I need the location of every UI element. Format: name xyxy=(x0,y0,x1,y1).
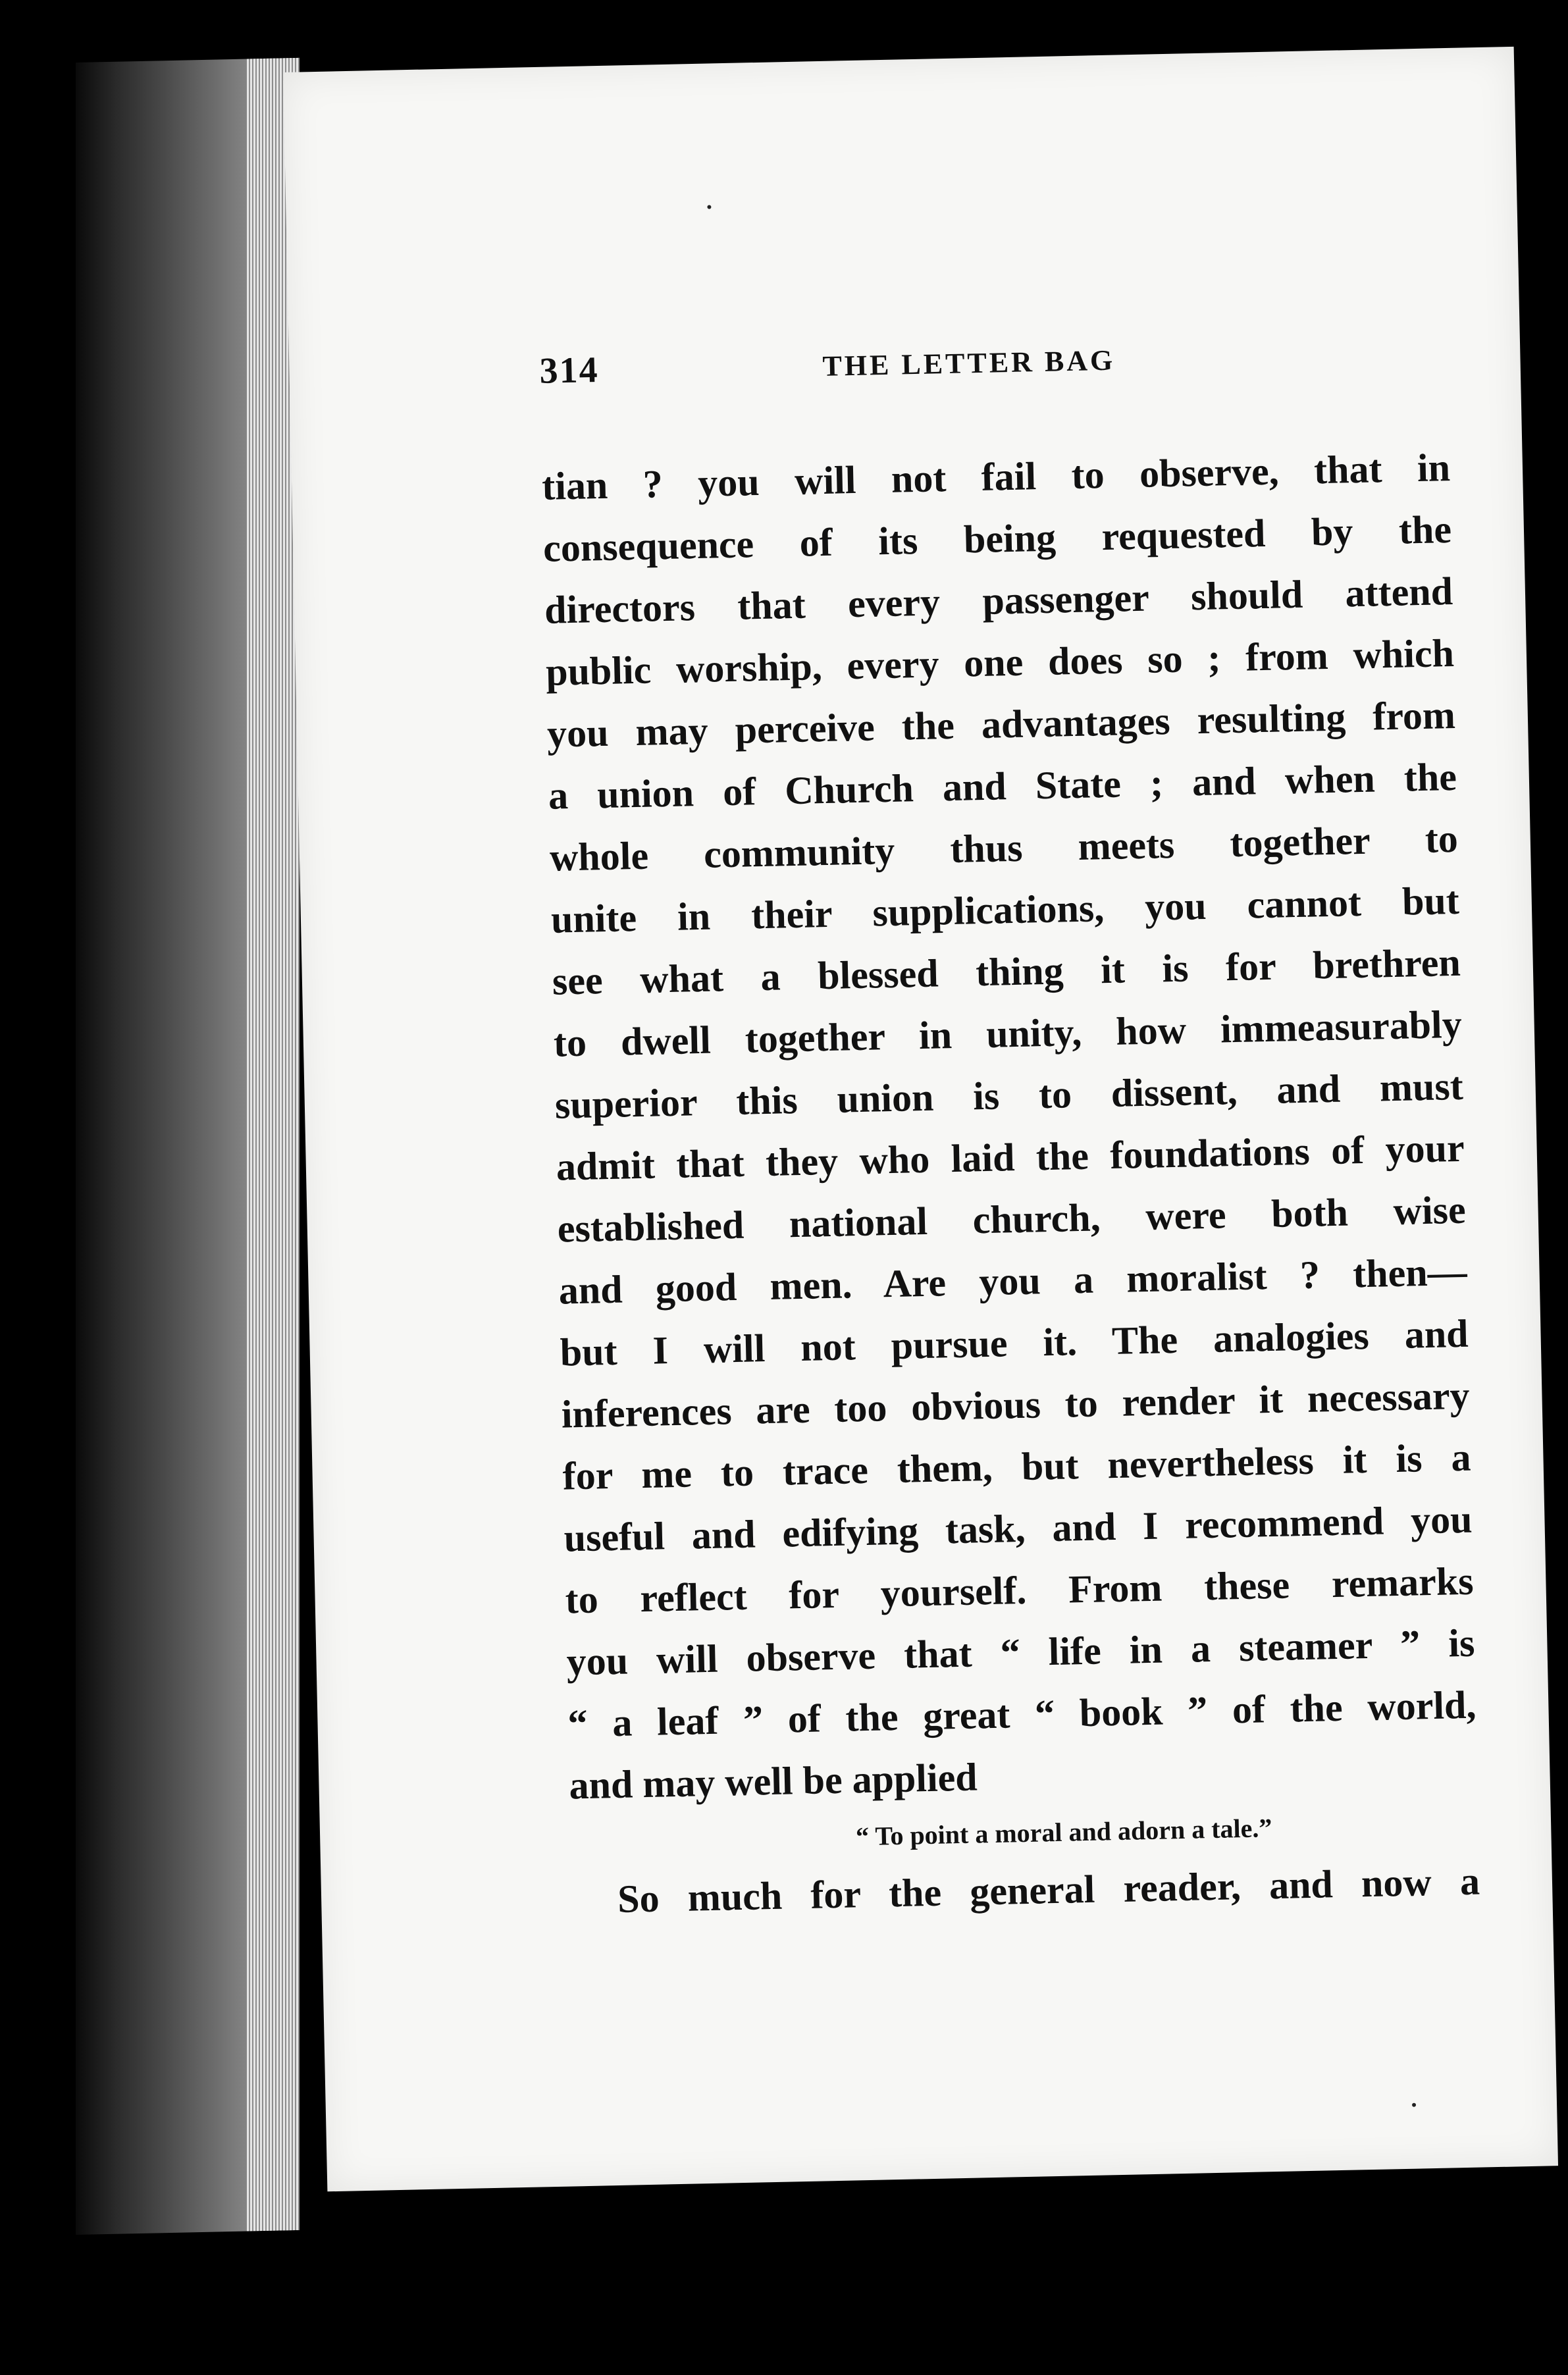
final-line: So much for the general reader, and now a xyxy=(617,1859,1480,1921)
page-header xyxy=(539,331,1461,403)
text-line: and may well be applied xyxy=(568,1755,978,1808)
page-edges xyxy=(76,58,300,2235)
text-line: useful and edifying task, and I recommend you xyxy=(563,1497,1473,1560)
text-line: public worship, every one does so ; from which xyxy=(545,631,1455,694)
ink-speck xyxy=(1412,2103,1416,2107)
text-line: for me to trace them, but nevertheless it is a xyxy=(562,1435,1472,1498)
text-line: directors that every passenger should attend xyxy=(544,569,1453,632)
text-line: “ a leaf ” of the great “ book ” of the world, xyxy=(567,1683,1477,1746)
quotation: “ To point a moral and adorn a tale.” xyxy=(855,1813,1272,1852)
running-head: THE LETTER BAG xyxy=(822,344,1116,382)
text-line: admit that they who laid the foundations of your xyxy=(556,1126,1465,1189)
text-line: consequence of its being requested by the xyxy=(542,507,1452,570)
body-text xyxy=(541,436,1480,1931)
text-line: a union of Church and State ; and when the xyxy=(548,754,1457,818)
text-line: whole community thus meets together to xyxy=(549,816,1459,879)
text-line: inferences are too obvious to render it necessary xyxy=(561,1373,1471,1436)
ink-speck xyxy=(707,205,711,209)
text-line: to reflect for yourself. From these remarks xyxy=(565,1559,1475,1622)
text-line: unite in their supplications, you cannot but xyxy=(550,878,1460,941)
text-line: superior this union is to dissent, and must xyxy=(554,1064,1464,1127)
page-number: 314 xyxy=(538,350,600,392)
text-line: but I will not pursue it. The analogies and xyxy=(560,1311,1469,1374)
text-line: see what a blessed thing it is for brethren xyxy=(552,940,1461,1003)
text-line: and good men. Are you a moralist ? then— xyxy=(558,1249,1468,1313)
text-line: tian ? you will not fail to observe, that in xyxy=(541,446,1451,508)
book-page xyxy=(283,47,1558,2191)
text-line: you may perceive the advantages resulting from xyxy=(546,692,1456,756)
text-line: established national church, were both wise xyxy=(557,1188,1467,1251)
text-line: you will observe that “ life in a steamer ” is xyxy=(565,1621,1476,1684)
text-line: to dwell together in unity, how immeasurably xyxy=(553,1002,1463,1065)
